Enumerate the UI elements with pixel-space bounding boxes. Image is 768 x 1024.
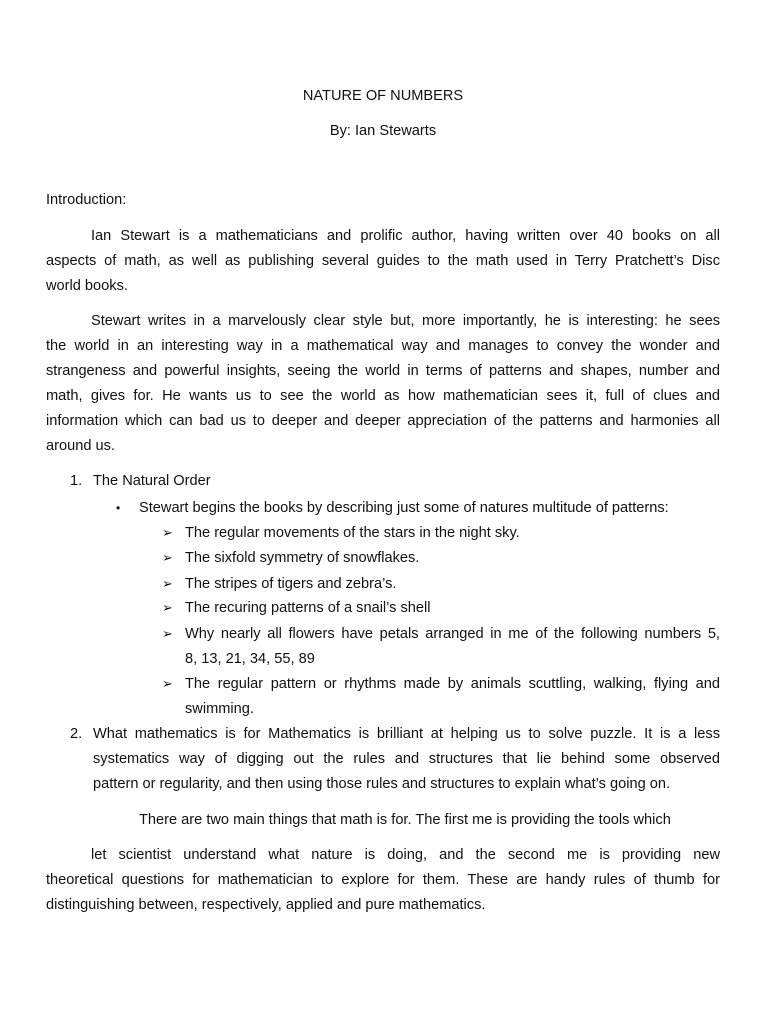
para4-line: let scientist understand what nature is doing, and the second me is providing new — [91, 847, 720, 863]
para2-line: information which can bad us to deeper and deeper appreciation of the patterns and harmonies all — [46, 413, 720, 429]
arrow-bullet-icon: ➢ — [162, 576, 173, 591]
para2-line: math, gives for. He wants us to see the world as how mathematician sees it, full of clues and — [46, 388, 720, 404]
para1-line: aspects of math, as well as publishing several guides to the math used in Terry Pratchett’s Disc — [46, 253, 720, 269]
arrow-bullet-icon: ➢ — [162, 525, 173, 540]
arrow-bullet-icon: ➢ — [162, 626, 173, 641]
sub-list-item: The regular movements of the stars in the night sky. — [185, 525, 520, 541]
para4-line: theoretical questions for mathematician to explore for them. These are handy rules of thumb for — [46, 872, 720, 888]
list-item-text: What mathematics is for Mathematics is brilliant at helping us to solve puzzle. It is a less — [93, 726, 720, 742]
document-byline: By: Ian Stewarts — [329, 123, 437, 139]
sub-list-item: The sixfold symmetry of snowflakes. — [185, 550, 420, 566]
list-number: 1. — [70, 473, 83, 489]
list-item-title: The Natural Order — [93, 473, 211, 489]
arrow-bullet-icon: ➢ — [162, 550, 173, 565]
bullet-item: Stewart begins the books by describing just some of natures multitude of patterns: — [139, 500, 669, 516]
arrow-bullet-icon: ➢ — [162, 676, 173, 691]
para2-line: strangeness and powerful insights, seeing the world in terms of patterns and shapes, number and — [46, 363, 720, 379]
intro-heading: Introduction: — [46, 192, 127, 208]
para1-line: Ian Stewart is a mathematicians and prolific author, having written over 40 books on all — [91, 228, 720, 244]
sub-list-item-continuation: swimming. — [185, 701, 254, 717]
para2-line: around us. — [46, 438, 115, 454]
list-number: 2. — [70, 726, 83, 742]
sub-list-item-continuation: 8, 13, 21, 34, 55, 89 — [185, 651, 315, 667]
para3-line: There are two main things that math is for. The first me is providing the tools which — [139, 812, 671, 828]
list-item-text: systematics way of digging out the rules and structures that lie behind some observed — [93, 751, 720, 767]
para4-line: distinguishing between, respectively, applied and pure mathematics. — [46, 897, 486, 913]
para1-line: world books. — [46, 278, 128, 294]
list-item-text: pattern or regularity, and then using those rules and structures to explain what’s going on. — [93, 776, 671, 792]
sub-list-item: The regular pattern or rhythms made by animals scuttling, walking, flying and — [185, 676, 720, 692]
sub-list-item: Why nearly all flowers have petals arranged in me of the following numbers 5, — [185, 626, 720, 642]
sub-list-item: The stripes of tigers and zebra’s. — [185, 576, 397, 592]
document-title: NATURE OF NUMBERS — [302, 88, 464, 104]
para2-line: the world in an interesting way in a mathematical way and manages to convey the wonder and — [46, 338, 720, 354]
arrow-bullet-icon: ➢ — [162, 600, 173, 615]
document-page — [46, 0, 720, 1024]
para2-line: Stewart writes in a marvelously clear style but, more importantly, he is interesting: he sees — [91, 313, 720, 329]
sub-list-item: The recuring patterns of a snail’s shell — [185, 600, 431, 616]
bullet-icon: • — [116, 501, 121, 515]
